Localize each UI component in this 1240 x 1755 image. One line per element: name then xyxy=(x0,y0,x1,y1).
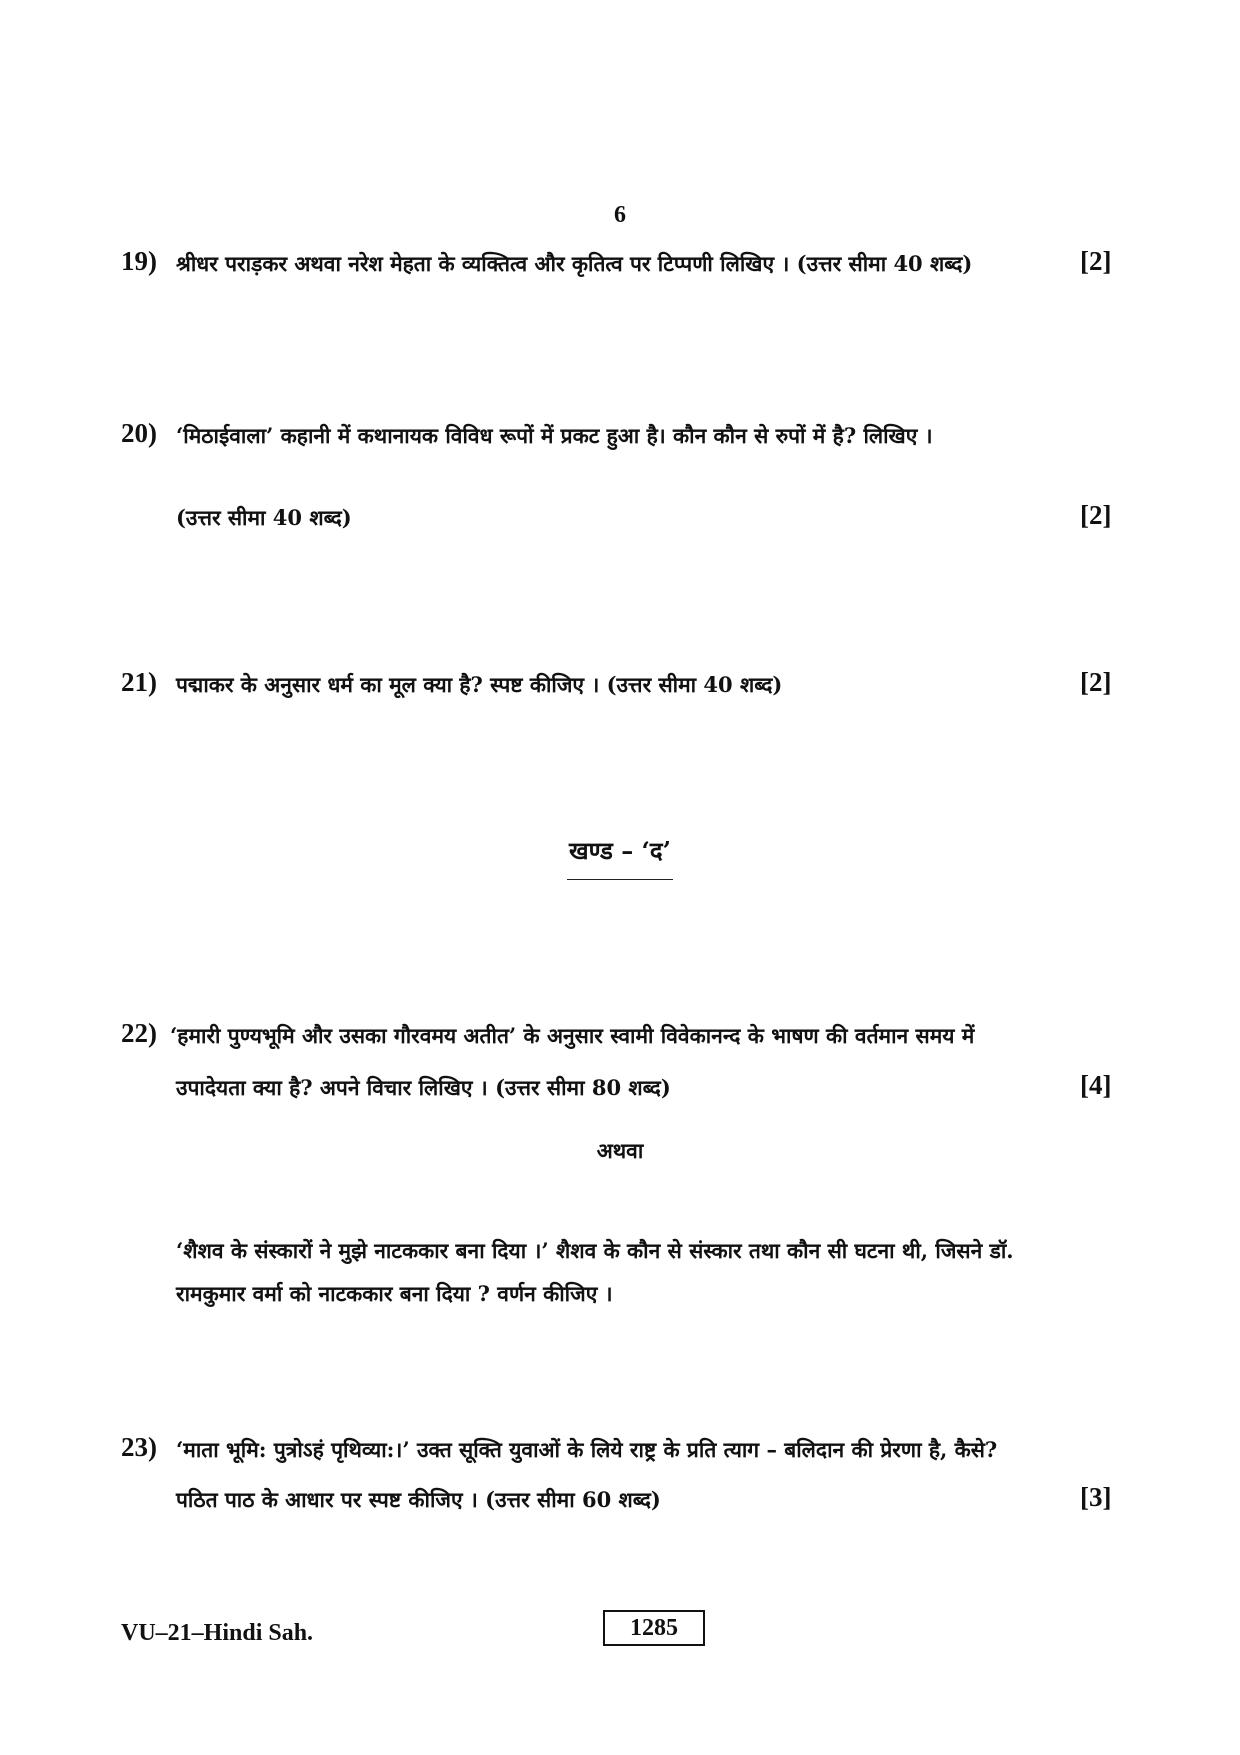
question-21-text: पद्माकर के अनुसार धर्म का मूल क्या है? स्पष्ट कीजिए । (उत्तर सीमा 40 शब्द) xyxy=(176,672,783,697)
question-20-line-1: ‘मिठाईवाला’ कहानी में कथानायक विविध रूपों में प्रकट हुआ है। कौन कौन से रुपों में है? लिखिए । xyxy=(176,423,933,448)
question-19-marks: [2] xyxy=(1080,246,1112,276)
page-number: 6 xyxy=(614,202,626,228)
section-heading-wrapper xyxy=(0,834,1240,880)
question-20-marks: [2] xyxy=(1080,500,1112,530)
question-22-alt-line-2: रामकुमार वर्मा को नाटककार बना दिया ? वर्णन कीजिए । xyxy=(176,1281,613,1306)
question-23-line-2: पठित पाठ के आधार पर स्पष्ट कीजिए । (उत्तर सीमा 60 शब्द) xyxy=(176,1487,661,1512)
question-20-number: 20) xyxy=(121,418,157,448)
question-19-text: श्रीधर पराड़कर अथवा नरेश मेहता के व्यक्तित्व और कृतित्व पर टिप्पणी लिखिए । (उत्तर सीमा 40 शब्द) xyxy=(176,251,973,276)
question-19-number: 19) xyxy=(121,246,157,276)
or-label: अथवा xyxy=(596,1138,644,1163)
section-heading: खण्ड – ‘द’ xyxy=(567,834,673,880)
question-20-line-2: (उत्तर सीमा 40 शब्द) xyxy=(176,505,352,530)
page-code-box: 1285 xyxy=(603,1610,705,1646)
question-23-marks: [3] xyxy=(1080,1482,1112,1512)
question-21-number: 21) xyxy=(121,667,157,697)
question-23-line-1: ‘माता भूमि: पुत्रोऽहं पृथिव्या:।’ उक्त सूक्ति युवाओं के लिये राष्ट्र के प्रति त्याग – बलिदान की प्रेरणा है, कैसे? xyxy=(176,1437,998,1462)
question-21-marks: [2] xyxy=(1080,667,1112,697)
question-22-line-1: ‘हमारी पुण्यभूमि और उसका गौरवमय अतीत’ के अनुसार स्वामी विवेकानन्द के भाषण की वर्तमान समय में xyxy=(170,1023,975,1048)
paper-code: VU–21–Hindi Sah. xyxy=(121,1620,314,1646)
question-23-number: 23) xyxy=(121,1432,157,1462)
question-22-line-2: उपादेयता क्या है? अपने विचार लिखिए । (उत्तर सीमा 80 शब्द) xyxy=(176,1075,671,1100)
question-22-number: 22) xyxy=(121,1018,157,1048)
question-22-alt-line-1: ‘शैशव के संस्कारों ने मुझे नाटककार बना दिया ।’ शैशव के कौन से संस्कार तथा कौन सी घटना थी, जिसने डॉ. xyxy=(176,1238,1014,1263)
question-22-marks: [4] xyxy=(1080,1070,1112,1100)
